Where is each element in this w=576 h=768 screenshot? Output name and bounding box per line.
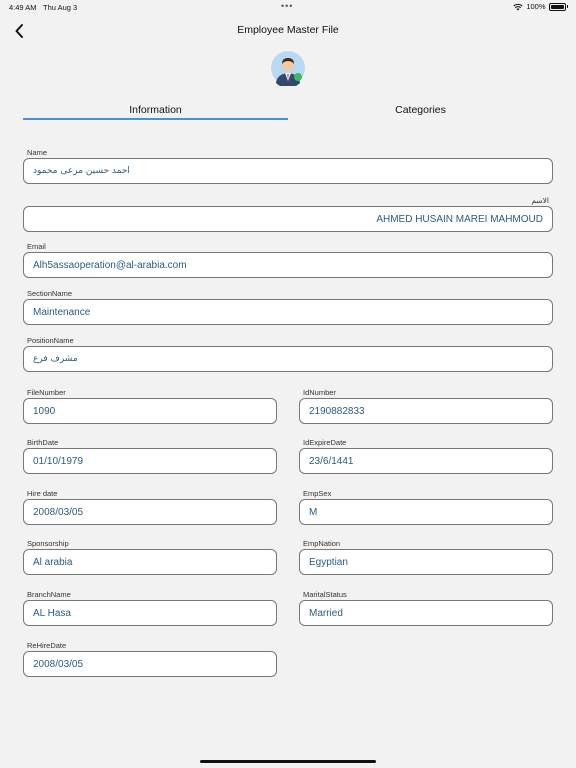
marital-label: MaritalStatus xyxy=(303,590,347,599)
file-number-field-group xyxy=(23,387,277,424)
branch-field-group xyxy=(23,589,277,626)
multitasking-dots[interactable]: ••• xyxy=(281,1,294,11)
emp-sex-field-group xyxy=(299,488,553,525)
battery-icon xyxy=(549,3,566,11)
rehire-date-input[interactable]: 2008/03/05 xyxy=(23,651,277,677)
section-field-group xyxy=(23,288,553,325)
name-input[interactable]: احمد حسين مرعى محمود xyxy=(23,158,553,184)
emp-sex-label: EmpSex xyxy=(303,489,332,498)
hire-date-field-group xyxy=(23,488,277,525)
email-input[interactable]: Alh5assaoperation@al-arabia.com xyxy=(23,252,553,278)
status-date: Thu Aug 3 xyxy=(43,3,78,12)
birth-date-field-group xyxy=(23,437,277,474)
section-label: SectionName xyxy=(27,289,73,298)
id-expire-label: IdExpireDate xyxy=(303,438,347,447)
hire-date-label: Hire date xyxy=(27,489,58,498)
tab-bar xyxy=(23,104,553,124)
name-label: Name xyxy=(27,148,48,157)
marital-field-group xyxy=(299,589,553,626)
arabic-name-field-group xyxy=(23,195,553,232)
tab-information[interactable]: Information xyxy=(129,104,182,116)
status-time: 4:49 AM xyxy=(9,3,37,12)
emp-nation-label: EmpNation xyxy=(303,539,341,548)
employee-avatar-icon xyxy=(270,50,306,86)
page-title: Employee Master File xyxy=(237,24,339,36)
section-input[interactable]: Maintenance xyxy=(23,299,553,325)
emp-sex-input[interactable]: M xyxy=(299,499,553,525)
rehire-date-field-group xyxy=(23,640,277,677)
position-input[interactable]: مشرف فرع xyxy=(23,346,553,372)
position-field-group xyxy=(23,335,553,372)
active-tab-indicator xyxy=(23,118,288,120)
file-number-label: FileNumber xyxy=(27,388,66,397)
id-number-label: IdNumber xyxy=(303,388,336,397)
marital-input[interactable]: Married xyxy=(299,600,553,626)
avatar xyxy=(270,50,306,86)
email-field-group xyxy=(23,241,553,278)
sponsorship-input[interactable]: Al arabia xyxy=(23,549,277,575)
birth-date-label: BirthDate xyxy=(27,438,59,447)
id-expire-input[interactable]: 23/6/1441 xyxy=(299,448,553,474)
battery-nub xyxy=(567,5,569,8)
sponsorship-label: Sponsorship xyxy=(27,539,69,548)
home-indicator[interactable] xyxy=(200,760,376,763)
emp-nation-input[interactable]: Egyptian xyxy=(299,549,553,575)
status-bar xyxy=(0,0,576,14)
rehire-date-label: ReHireDate xyxy=(27,641,67,650)
branch-input[interactable]: AL Hasa xyxy=(23,600,277,626)
english-name-input[interactable]: AHMED HUSAIN MAREI MAHMOUD xyxy=(23,206,553,232)
wifi-icon xyxy=(513,3,523,11)
id-number-field-group xyxy=(299,387,553,424)
name-field-group xyxy=(23,147,553,184)
nav-bar xyxy=(0,18,576,44)
id-expire-field-group xyxy=(299,437,553,474)
hire-date-input[interactable]: 2008/03/05 xyxy=(23,499,277,525)
birth-date-input[interactable]: 01/10/1979 xyxy=(23,448,277,474)
tab-categories[interactable]: Categories xyxy=(395,104,446,116)
arabic-name-label: الاسم xyxy=(531,196,549,205)
status-indicators xyxy=(513,2,568,11)
file-number-input[interactable]: 1090 xyxy=(23,398,277,424)
emp-nation-field-group xyxy=(299,538,553,575)
sponsorship-field-group xyxy=(23,538,277,575)
id-number-input[interactable]: 2190882833 xyxy=(299,398,553,424)
email-label: Email xyxy=(27,242,46,251)
branch-label: BranchName xyxy=(27,590,71,599)
battery-percent: 100% xyxy=(526,2,546,11)
position-label: PositionName xyxy=(27,336,74,345)
